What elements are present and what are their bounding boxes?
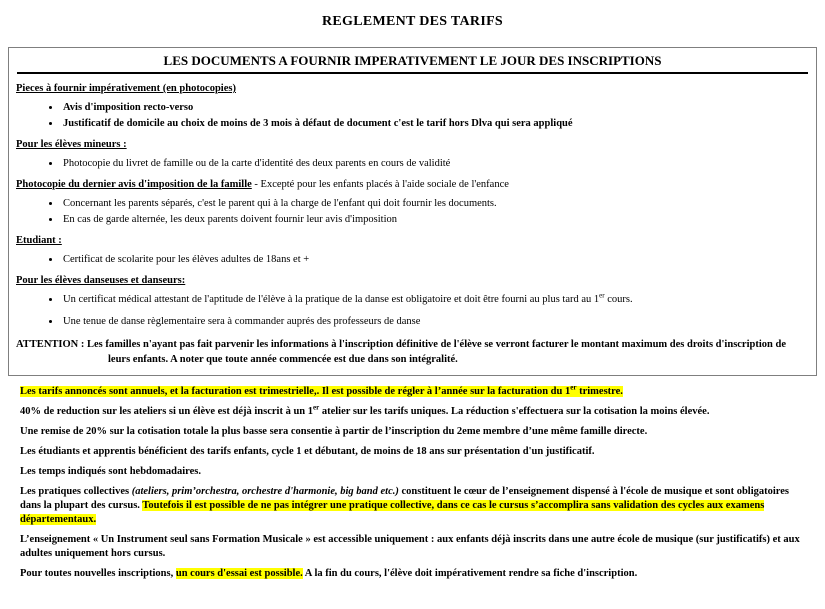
list-item: • Concernant les parents séparés, c'est le parent qui à la charge de l'enfant qui doit fournir les documents. <box>61 197 810 210</box>
mineurs-heading-text: Pour les élèves mineurs : <box>16 139 127 150</box>
attention-paragraph <box>16 337 810 367</box>
danseurs-list <box>61 293 810 328</box>
list-item: • Une tenue de danse règlementaire sera à commander auprés des professeurs de danse <box>61 315 810 328</box>
note-reduction-pre: 40% de reduction sur les ateliers si un élève est déjà inscrit à un 1 <box>20 406 314 417</box>
section-heading-pieces <box>16 82 810 95</box>
imposition-list <box>61 197 810 226</box>
mineurs-list <box>61 157 810 170</box>
imposition-heading-text: Photocopie du dernier avis d'imposition de la famille <box>16 179 252 190</box>
note-etudiants-apprentis: Les étudiants et apprentis bénéficient des tarifs enfants, cycle 1 et débutant, de moins de 18 ans sur présentation d'un justificatif. <box>20 446 595 457</box>
ordinal-superscript: er <box>313 403 320 412</box>
note-pratiques-mid: constituent le cœur de l’enseignement dispensé à l'école de musique et sont obligatoires dans la plupart des cursus. <box>20 486 790 511</box>
note-reduction-post: atelier sur les tarifs uniques. La réduction s'effectuera sur la cotisation la moins élevée. <box>319 406 710 417</box>
section-heading-danseurs <box>16 274 810 287</box>
attention-label: ATTENTION : <box>16 339 85 350</box>
list-item: • En cas de garde alternée, les deux parents doivent fournir leur avis d'imposition <box>61 213 810 226</box>
section-heading-mineurs <box>16 138 810 151</box>
highlighted-text <box>20 383 623 397</box>
highlighted-text: Toutefois il est possible de ne pas intégrer une pratique collective, dans ce cas le cursus s’accomplira sans validation des cycles aux examens départementaux. <box>20 500 765 525</box>
attention-text: Les familles n'ayant pas fait parvenir les informations à l'inscription définitive de l'élève se verront facturer le montant maximum des droits d'inscription de leurs enfants. A noter que toute année commencée est due dans son intégralité. <box>86 339 786 365</box>
note-reduction-40 <box>20 405 805 419</box>
note-tarifs-post: trimestre. <box>576 386 623 397</box>
note-remise-20: Une remise de 20% sur la cotisation totale la plus basse sera consentie à partir de l’inscription du 2eme membre d’une même famille directe. <box>20 426 648 437</box>
list-item <box>61 293 810 306</box>
document-page <box>0 14 825 609</box>
note-pratiques-pre: Les pratiques collectives <box>20 486 132 497</box>
title-rule <box>17 72 808 74</box>
etudiant-heading-text: Etudiant : <box>16 235 62 246</box>
note-essai-pre: Pour toutes nouvelles inscriptions, <box>20 568 176 579</box>
page-title: REGLEMENT DES TARIFS <box>321 14 504 29</box>
danseurs-heading-text: Pour les élèves danseuses et danseurs: <box>16 275 186 286</box>
list-item: • Justificatif de domicile au choix de moins de 3 mois à défaut de document c'est le tarif hors Dlva qui sera appliqué <box>61 117 810 130</box>
danseurs-item1-pre: Un certificat médical attestant de l'aptitude de l'élève à la pratique de la danse est obligatoire et doit être fourni au plus tard au 1 <box>63 294 600 305</box>
note-pratiques-collectives <box>20 485 805 527</box>
note-tarifs-annuels <box>20 385 805 399</box>
ordinal-superscript: er <box>599 291 605 300</box>
list-item: • Photocopie du livret de famille ou de la carte d'identité des deux parents en cours de validité <box>61 157 810 170</box>
section-heading-imposition <box>16 178 810 191</box>
note-pratiques-italic: (ateliers, prim’orchestra, orchestre d'harmonie, big band etc.) <box>131 486 399 497</box>
etudiant-list <box>61 253 810 266</box>
list-item: • Avis d'imposition recto-verso <box>61 101 810 114</box>
note-temps-hebdomadaires: Les temps indiqués sont hebdomadaires. <box>20 466 201 477</box>
note-tarifs-pre: Les tarifs annoncés sont annuels, et la facturation est trimestrielle,. Il est possible de régler à l’année sur la facturation du 1 <box>20 386 571 397</box>
note-essai-post: A la fin du cours, l'élève doit impérativement rendre sa fiche d'inscription. <box>302 568 638 579</box>
highlighted-text: un cours d'essai est possible. <box>175 568 303 579</box>
pieces-heading-text: Pieces à fournir impérativement (en photocopies) <box>16 83 236 94</box>
notes-section <box>20 385 805 581</box>
ordinal-superscript: er <box>570 383 577 392</box>
section-heading-etudiant <box>16 234 810 247</box>
list-item: • Certificat de scolarite pour les élèves adultes de 18ans et + <box>61 253 810 266</box>
imposition-heading-suffix: - Excepté pour les enfants placés à l'aide sociale de l'enfance <box>251 179 509 190</box>
note-cours-essai <box>20 567 805 581</box>
danseurs-item1-post: cours. <box>604 294 633 305</box>
pieces-list <box>61 101 810 130</box>
note-instrument-seul: L’enseignement « Un Instrument seul sans Formation Musicale » est accessible uniquement : aux enfants déjà inscrits dans une autre école de musique (sur justificatifs) et aux adultes uniquement hors cursus. <box>20 534 800 559</box>
box-title: LES DOCUMENTS A FOURNIR IMPERATIVEMENT LE JOUR DES INSCRIPTIONS <box>163 53 662 68</box>
documents-box <box>8 47 817 376</box>
